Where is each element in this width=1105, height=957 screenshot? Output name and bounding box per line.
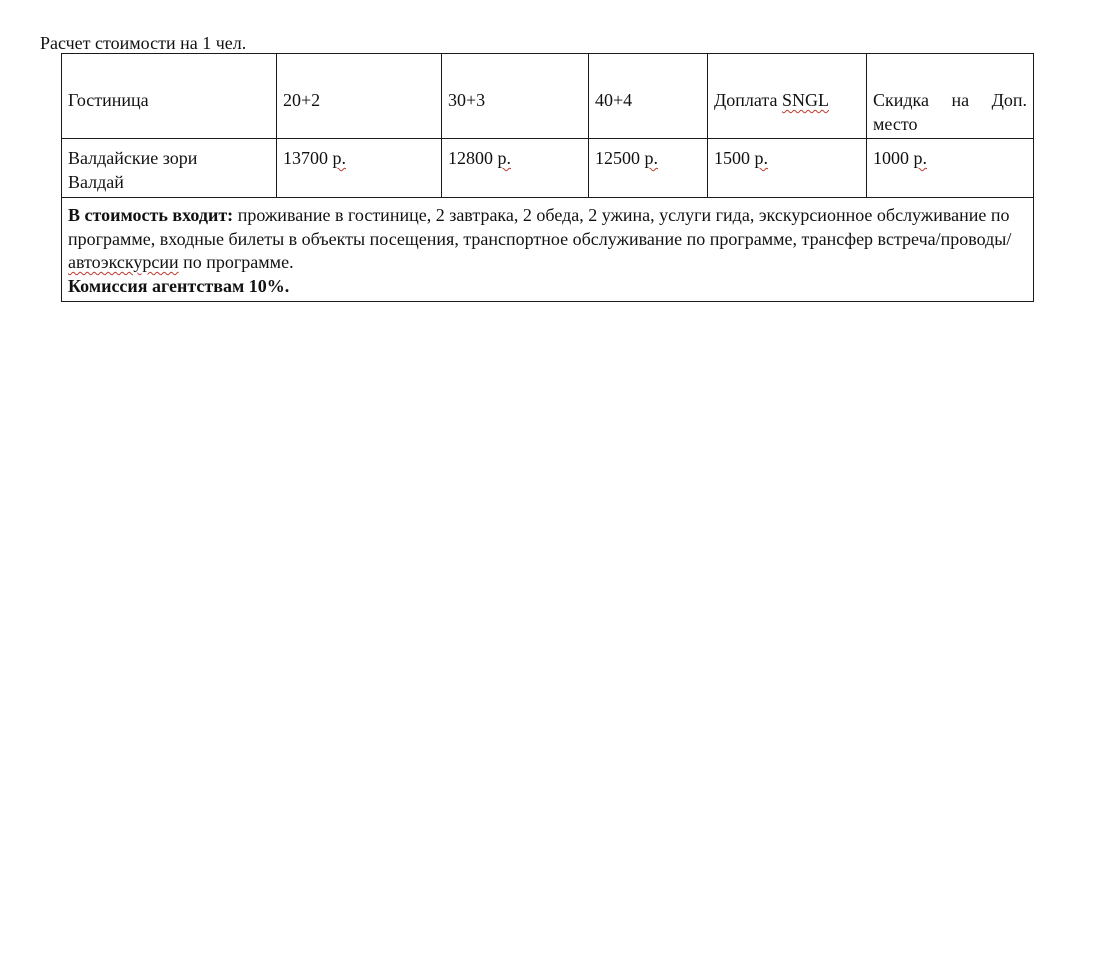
included-text: проживание в гостинице, 2 завтрака, 2 обеда, 2 ужина, услуги гида, экскурсионное обслуживание по программе, входные билеты в объекты посещения, транспортное обслуживание по программе, трансфер встреча/проводы/ bbox=[68, 205, 1012, 249]
header-sngl-surcharge bbox=[708, 54, 867, 139]
commission-text bbox=[68, 275, 1027, 299]
price-20-value: 13700 bbox=[283, 148, 333, 168]
header-discount-line2: место bbox=[873, 114, 918, 134]
header-extra-bed-discount bbox=[867, 54, 1034, 139]
price-30-currency: р. bbox=[497, 148, 511, 168]
cell-sngl-surcharge bbox=[708, 139, 867, 198]
table-header-row bbox=[62, 54, 1034, 139]
extra-bed-discount-currency: р. bbox=[913, 148, 927, 168]
header-group-40-label: 40+4 bbox=[595, 90, 633, 110]
price-40-value: 12500 bbox=[595, 148, 645, 168]
hotel-city: Валдай bbox=[68, 172, 124, 192]
included-text-excursion-word: автоэкскурсии bbox=[68, 252, 179, 272]
header-hotel bbox=[62, 54, 277, 139]
table-note-row bbox=[62, 198, 1034, 302]
header-sngl-word: SNGL bbox=[782, 90, 830, 110]
price-20-currency: р. bbox=[332, 148, 346, 168]
extra-bed-discount-value: 1000 bbox=[873, 148, 914, 168]
header-hotel-label: Гостиница bbox=[68, 90, 149, 110]
cell-extra-bed-discount bbox=[867, 139, 1034, 198]
included-label: В стоимость входит: bbox=[68, 205, 234, 225]
header-group-30-label: 30+3 bbox=[448, 90, 486, 110]
hotel-name: Валдайские зори bbox=[68, 148, 198, 168]
header-sngl-prefix: Доплата bbox=[714, 90, 782, 110]
included-services-text bbox=[68, 204, 1027, 275]
cell-price-20 bbox=[277, 139, 442, 198]
price-40-currency: р. bbox=[644, 148, 658, 168]
header-discount-line1: Скидка на Доп. bbox=[873, 90, 1027, 110]
cell-price-40 bbox=[589, 139, 708, 198]
sngl-surcharge-currency: р. bbox=[754, 148, 768, 168]
header-group-20 bbox=[277, 54, 442, 139]
sngl-surcharge-value: 1500 bbox=[714, 148, 755, 168]
cell-hotel-name bbox=[62, 139, 277, 198]
table-row bbox=[62, 139, 1034, 198]
price-table bbox=[61, 53, 1034, 302]
header-group-30 bbox=[442, 54, 589, 139]
commission-label: Комиссия агентствам 10%. bbox=[68, 275, 290, 296]
cell-included-note bbox=[62, 198, 1034, 302]
cell-price-30 bbox=[442, 139, 589, 198]
included-text-end: по программе. bbox=[178, 252, 294, 272]
header-group-40 bbox=[589, 54, 708, 139]
document-caption: Расчет стоимости на 1 чел. bbox=[40, 33, 247, 53]
price-30-value: 12800 bbox=[448, 148, 498, 168]
header-group-20-label: 20+2 bbox=[283, 90, 321, 110]
